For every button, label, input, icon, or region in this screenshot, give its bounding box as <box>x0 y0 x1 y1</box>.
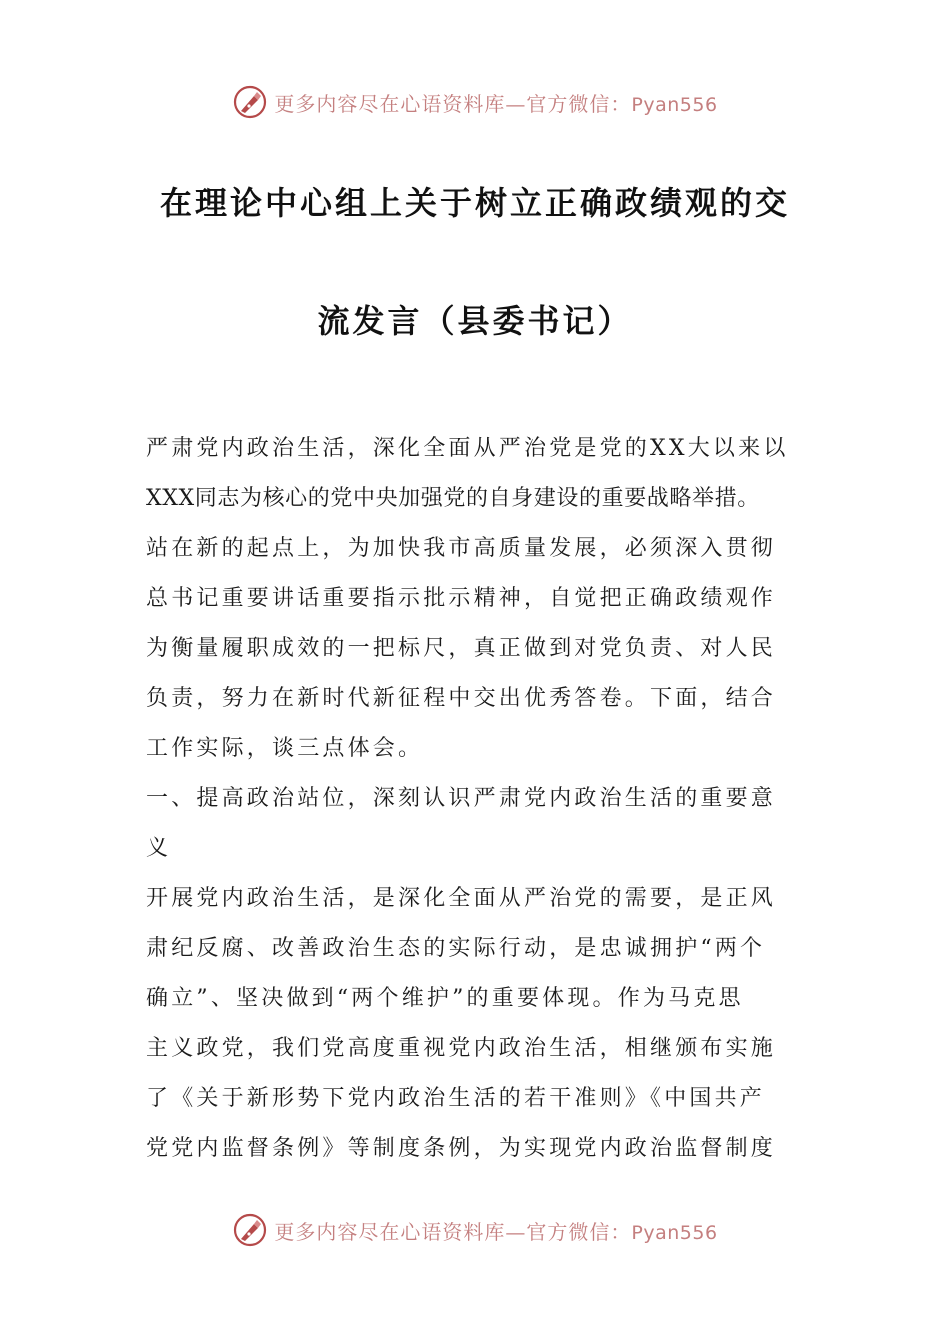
section-heading: 一、提高政治站位，深刻认识严肃党内政治生活的重要意 <box>146 786 777 811</box>
body-line: 了《关于新形势下党内政治生活的若干准则》《中国共产 <box>146 1086 766 1111</box>
watermark-label: 更多内容尽在心语资料库—官方微信： <box>274 1219 632 1244</box>
body-line: 工作实际，谈三点体会。 <box>146 736 424 761</box>
document-body <box>146 424 814 1174</box>
body-line: 党党内监督条例》等制度条例，为实现党内政治监督制度 <box>146 1136 777 1161</box>
section-heading-continued: 义 <box>146 836 172 861</box>
watermark-text <box>274 1216 717 1245</box>
body-line: 总书记重要讲话重要指示批示精神，自觉把正确政绩观作 <box>146 586 777 611</box>
body-line: 肃纪反腐、改善政治生态的实际行动，是忠诚拥护“两个 <box>146 936 766 961</box>
footer-watermark <box>0 1208 950 1252</box>
document-title-line-1: 在理论中心组上关于树立正确政绩观的交 <box>159 184 790 222</box>
document-title-line-2: 流发言（县委书记） <box>317 302 633 340</box>
pen-nib-logo-icon <box>232 84 268 120</box>
body-line: 严肃党内政治生活，深化全面从严治党是党的XX大以来以 <box>146 436 789 461</box>
watermark-wechat-id: Pyan556 <box>631 1221 718 1244</box>
header-watermark <box>0 80 950 124</box>
body-line: 开展党内政治生活，是深化全面从严治党的需要，是正风 <box>146 886 777 911</box>
pen-nib-logo-icon <box>232 1212 268 1248</box>
watermark-label: 更多内容尽在心语资料库—官方微信： <box>274 91 632 116</box>
body-line: 负责，努力在新时代新征程中交出优秀答卷。下面，结合 <box>146 686 777 711</box>
body-line: 为衡量履职成效的一把标尺，真正做到对党负责、对人民 <box>146 636 777 661</box>
watermark-wechat-id: Pyan556 <box>631 93 718 116</box>
body-line: XXX同志为核心的党中央加强党的自身建设的重要战略举措。 <box>146 486 760 511</box>
body-line: 主义政党，我们党高度重视党内政治生活，相继颁布实施 <box>146 1036 777 1061</box>
body-line: 确立”、坚决做到“两个维护”的重要体现。作为马克思 <box>146 986 744 1011</box>
watermark-text <box>274 88 717 117</box>
body-line: 站在新的起点上，为加快我市高质量发展，必须深入贯彻 <box>146 536 777 561</box>
